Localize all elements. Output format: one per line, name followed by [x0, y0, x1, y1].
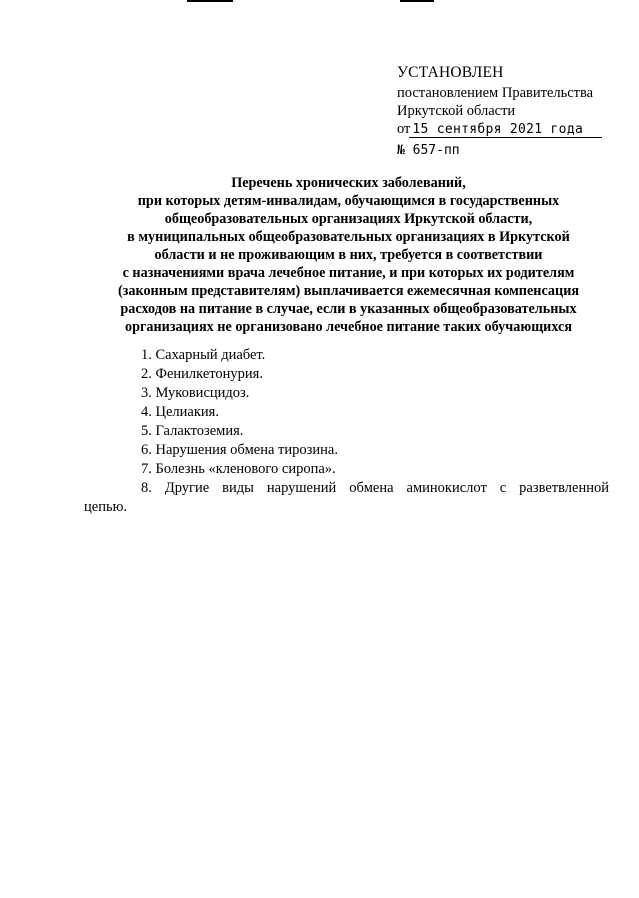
heading-line: с назначениями врача лечебное питание, и при которых их родителям: [122, 265, 575, 281]
approval-title: УСТАНОВЛЕН: [397, 64, 504, 81]
document-heading: [86, 174, 611, 336]
heading-line: организациях не организовано лечебное питание таких обучающихся: [124, 319, 573, 335]
approval-number: № 657-пп: [397, 143, 460, 158]
heading-line: в муниципальных общеобразовательных организациях в Иркутской: [127, 229, 570, 245]
list-item: 2. Фенилкетонурия.: [141, 366, 263, 382]
heading-line: общеобразовательных организациях Иркутской области,: [164, 211, 533, 227]
heading-line: области и не проживающим в них, требуется в соответствии: [154, 247, 543, 263]
approval-date-row: [397, 120, 617, 140]
approval-line-region: Иркутской области: [397, 103, 516, 119]
disease-list: [84, 346, 609, 517]
heading-line: расходов на питание в случае, если в указанных общеобразовательных: [120, 301, 577, 317]
scan-edge-line-left: [187, 0, 233, 2]
list-item: 4. Целиакия.: [141, 404, 219, 420]
heading-line: при которых детям-инвалидам, обучающимся в государственных: [137, 193, 560, 209]
approval-date: 15 сентября 2021 года: [412, 122, 584, 137]
approval-date-prefix: от: [397, 121, 411, 137]
approval-block: [397, 64, 617, 160]
list-item-last-continuation: цепью.: [84, 499, 128, 515]
list-item: 6. Нарушения обмена тирозина.: [141, 442, 338, 458]
list-item: 5. Галактоземия.: [141, 423, 244, 439]
list-item: 1. Сахарный диабет.: [141, 347, 266, 363]
scan-edge-line-right: [400, 0, 434, 2]
approval-line-decree: постановлением Правительства: [397, 85, 594, 101]
approval-date-underline: [409, 137, 602, 138]
list-item: 3. Муковисцидоз.: [141, 385, 250, 401]
heading-line: (законным представителям) выплачивается ежемесячная компенсация: [117, 283, 580, 299]
list-item-last: 8. Другие виды нарушений обмена аминокислот с разветвленной: [141, 480, 609, 496]
list-item: 7. Болезнь «кленового сиропа».: [141, 461, 336, 477]
heading-line: Перечень хронических заболеваний,: [231, 175, 466, 191]
